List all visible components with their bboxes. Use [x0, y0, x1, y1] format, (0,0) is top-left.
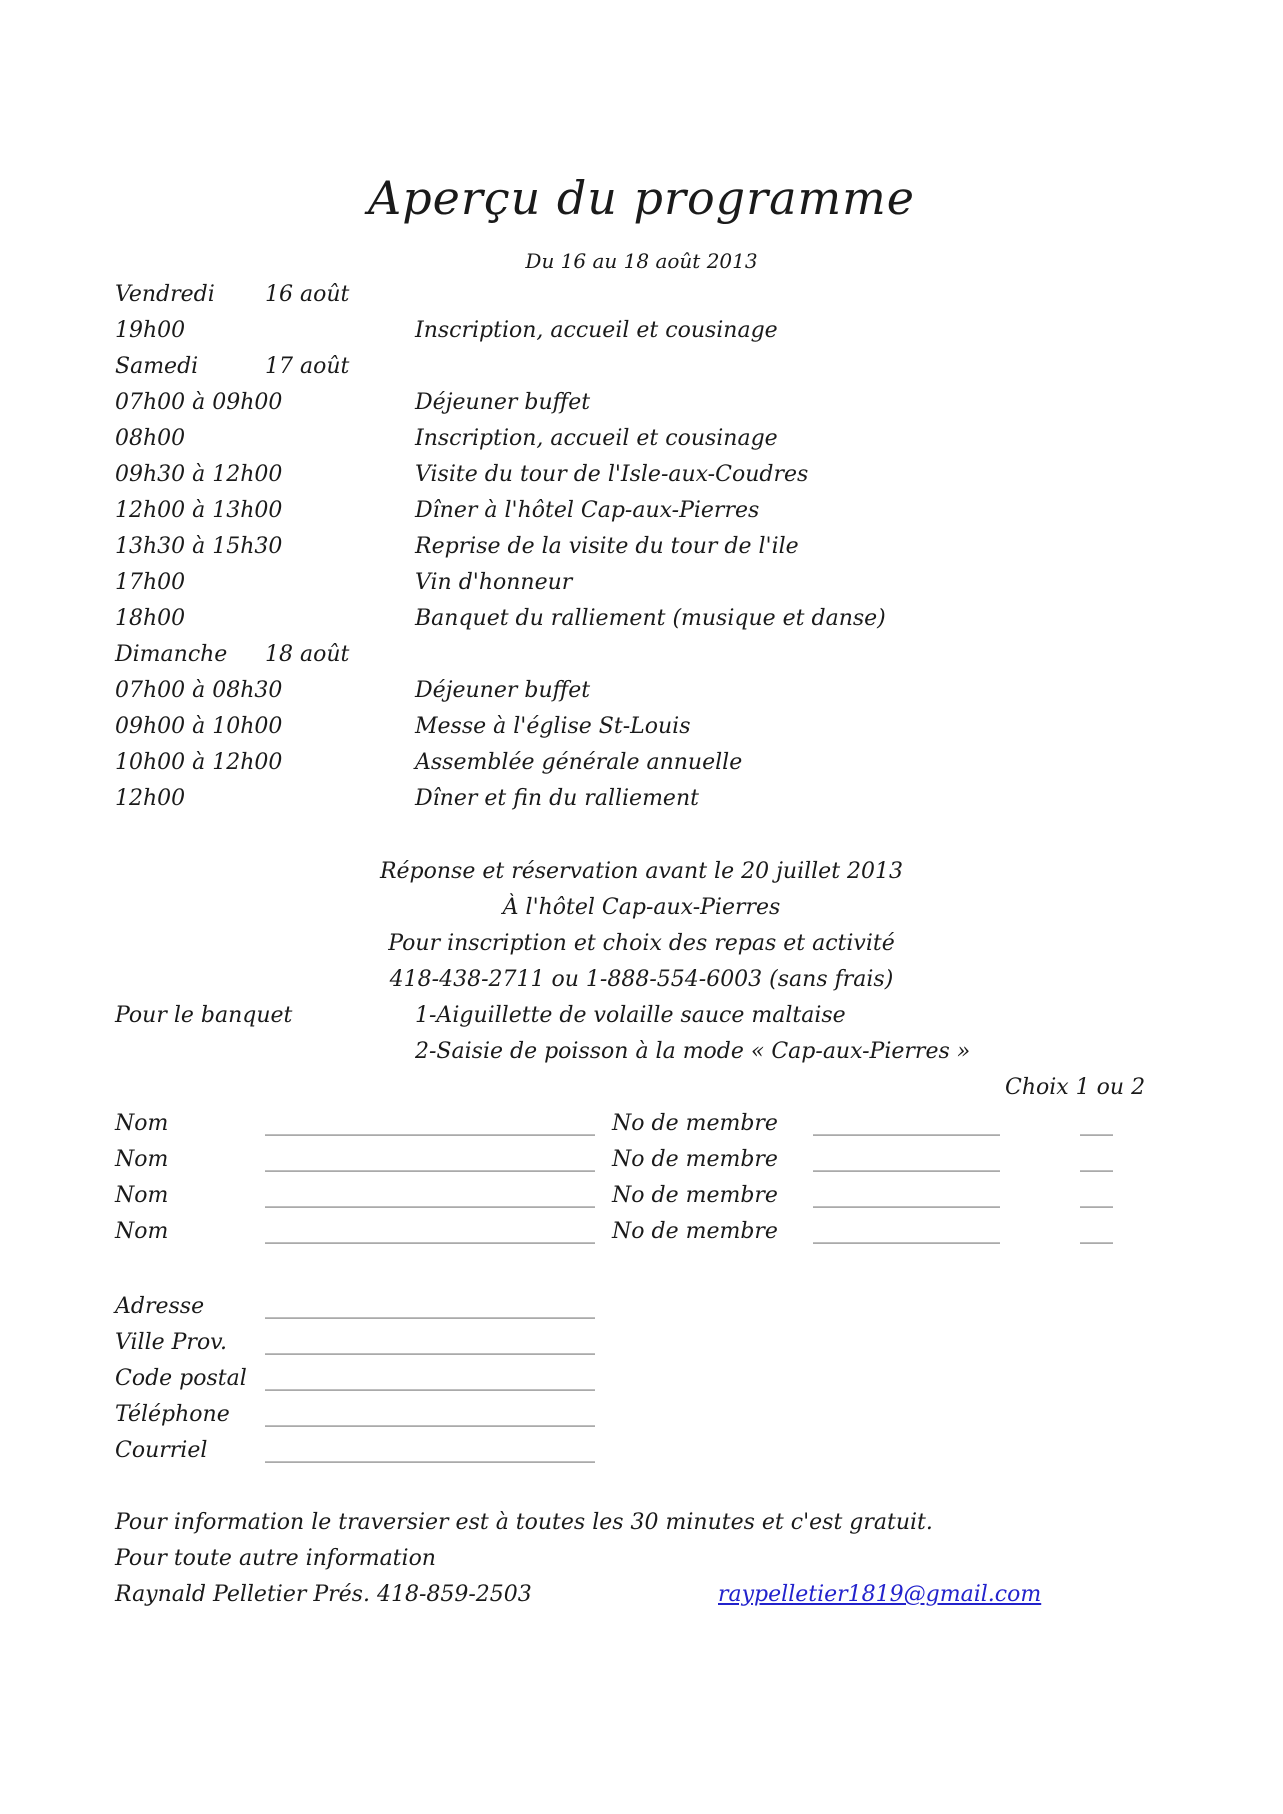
schedule-time: 07h00 à 08h30	[115, 678, 283, 703]
name-blank[interactable]: ______________________________	[265, 1219, 595, 1244]
name-label: Nom	[115, 1183, 169, 1208]
contact-line: Raynald Pelletier Prés. 418-859-2503	[115, 1582, 532, 1607]
member-number-blank[interactable]: _________________	[813, 1183, 1000, 1208]
address-label: Adresse	[115, 1294, 205, 1319]
day-heading-saturday: Samedi	[115, 354, 199, 379]
day-heading-sunday: Dimanche	[115, 642, 228, 667]
email-link[interactable]: raypelletier1819@gmail.com	[718, 1582, 1042, 1607]
name-label: Nom	[115, 1111, 169, 1136]
name-label: Nom	[115, 1147, 169, 1172]
postal-code-label: Code postal	[115, 1366, 247, 1391]
schedule-time: 09h30 à 12h00	[115, 462, 283, 487]
name-blank[interactable]: ______________________________	[265, 1111, 595, 1136]
ferry-note: Pour information le traversier est à toutes les 30 minutes et c'est gratuit.	[115, 1510, 933, 1535]
meal-choice-blank[interactable]: ___	[1080, 1111, 1113, 1136]
choice-label: Choix 1 ou 2	[1005, 1075, 1146, 1100]
schedule-activity: Reprise de la visite du tour de l'ile	[415, 534, 799, 559]
member-number-blank[interactable]: _________________	[813, 1219, 1000, 1244]
meal-choice-blank[interactable]: ___	[1080, 1183, 1113, 1208]
banquet-option-1: 1-Aiguillette de volaille sauce maltaise	[415, 1003, 846, 1028]
reservation-deadline: Réponse et réservation avant le 20 juillet 2013	[379, 859, 904, 884]
page-title: Aperçu du programme	[367, 171, 916, 225]
day-date-saturday: 17 août	[265, 354, 350, 379]
name-label: Nom	[115, 1219, 169, 1244]
banquet-label: Pour le banquet	[115, 1003, 293, 1028]
schedule-time: 08h00	[115, 426, 186, 451]
reservation-purpose: Pour inscription et choix des repas et activité	[388, 931, 895, 956]
member-number-blank[interactable]: _________________	[813, 1111, 1000, 1136]
schedule-time: 07h00 à 09h00	[115, 390, 283, 415]
member-number-label: No de membre	[612, 1111, 778, 1136]
schedule-time: 12h00 à 13h00	[115, 498, 283, 523]
phone-blank[interactable]: ______________________________	[265, 1402, 595, 1427]
schedule-activity: Banquet du ralliement (musique et danse)	[415, 606, 886, 631]
member-number-label: No de membre	[612, 1147, 778, 1172]
schedule-time: 18h00	[115, 606, 186, 631]
member-number-label: No de membre	[612, 1183, 778, 1208]
day-heading-friday: Vendredi	[115, 282, 215, 307]
schedule-activity: Dîner et fin du ralliement	[415, 786, 699, 811]
meal-choice-blank[interactable]: ___	[1080, 1219, 1113, 1244]
reservation-hotel: À l'hôtel Cap-aux-Pierres	[502, 895, 781, 920]
meal-choice-blank[interactable]: ___	[1080, 1147, 1113, 1172]
schedule-time: 09h00 à 10h00	[115, 714, 283, 739]
phone-label: Téléphone	[115, 1402, 230, 1427]
schedule-activity: Assemblée générale annuelle	[415, 750, 743, 775]
reservation-phone: 418-438-2711 ou 1-888-554-6003 (sans frais)	[389, 967, 894, 992]
schedule-activity: Messe à l'église St-Louis	[415, 714, 691, 739]
email-label: Courriel	[115, 1438, 208, 1463]
city-province-blank[interactable]: ______________________________	[265, 1330, 595, 1355]
schedule-activity: Inscription, accueil et cousinage	[415, 318, 778, 343]
name-blank[interactable]: ______________________________	[265, 1147, 595, 1172]
name-blank[interactable]: ______________________________	[265, 1183, 595, 1208]
schedule-activity: Vin d'honneur	[415, 570, 573, 595]
schedule-activity: Dîner à l'hôtel Cap-aux-Pierres	[415, 498, 760, 523]
day-date-sunday: 18 août	[265, 642, 350, 667]
schedule-time: 10h00 à 12h00	[115, 750, 283, 775]
schedule-time: 17h00	[115, 570, 186, 595]
schedule-activity: Visite du tour de l'Isle-aux-Coudres	[415, 462, 809, 487]
schedule-time: 12h00	[115, 786, 186, 811]
member-number-label: No de membre	[612, 1219, 778, 1244]
schedule-time: 13h30 à 15h30	[115, 534, 283, 559]
schedule-activity: Déjeuner buffet	[415, 678, 591, 703]
address-blank[interactable]: ______________________________	[265, 1294, 595, 1319]
member-number-blank[interactable]: _________________	[813, 1147, 1000, 1172]
other-info-note: Pour toute autre information	[115, 1546, 436, 1571]
page-subtitle: Du 16 au 18 août 2013	[525, 249, 758, 273]
day-date-friday: 16 août	[265, 282, 350, 307]
email-blank[interactable]: ______________________________	[265, 1438, 595, 1463]
schedule-time: 19h00	[115, 318, 186, 343]
schedule-activity: Inscription, accueil et cousinage	[415, 426, 778, 451]
schedule-activity: Déjeuner buffet	[415, 390, 591, 415]
banquet-option-2: 2-Saisie de poisson à la mode « Cap-aux-Pierres »	[415, 1039, 971, 1064]
city-province-label: Ville Prov.	[115, 1330, 227, 1355]
postal-code-blank[interactable]: ______________________________	[265, 1366, 595, 1391]
